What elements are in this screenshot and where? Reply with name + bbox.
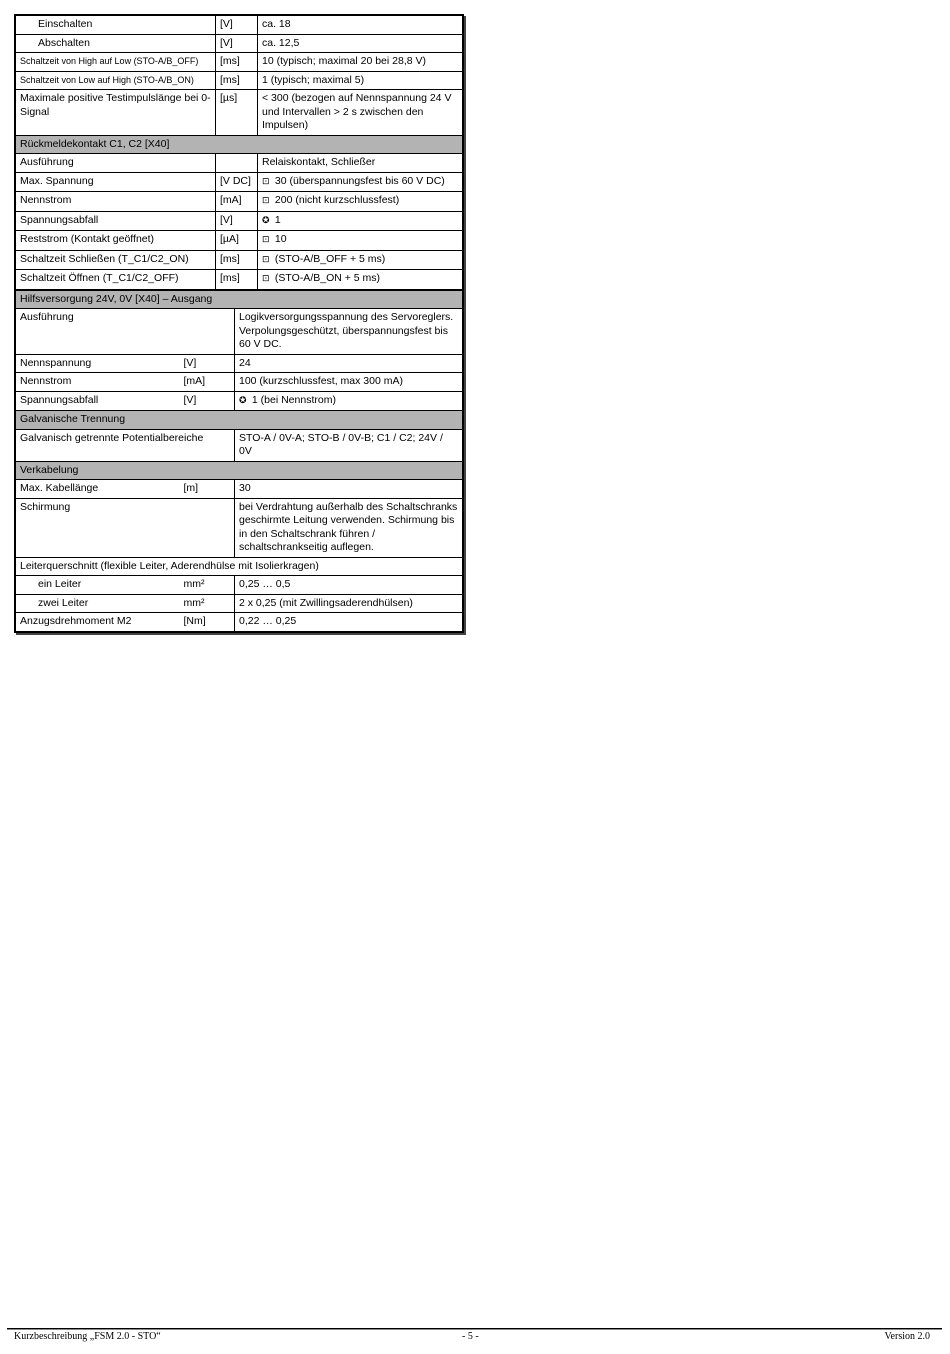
table-row — [16, 231, 463, 251]
row-label: zwei Leiter — [16, 594, 180, 613]
row-unit: [m] — [180, 480, 235, 499]
max-symbol-icon: ⊡ — [262, 196, 270, 206]
row-label: Einschalten — [16, 16, 216, 35]
row-value: Logikversorgungsspannung des Servoreglers. Verpolungsgeschützt, überspannungsfest bis 60 V DC. — [235, 309, 463, 355]
row-unit: [mA] — [216, 192, 258, 212]
row-label: Nennstrom — [16, 192, 216, 212]
row-unit: [V] — [216, 16, 258, 35]
row-label: Max. Kabellänge — [16, 480, 180, 499]
row-label: Maximale positive Testimpulslänge bei 0-Signal — [16, 90, 216, 136]
table-row — [16, 53, 463, 72]
row-value — [258, 231, 463, 251]
row-value — [258, 250, 463, 270]
row-unit: [µs] — [216, 90, 258, 136]
section-header-row — [16, 290, 463, 309]
table-row — [16, 192, 463, 212]
row-unit: [mA] — [180, 373, 235, 392]
row-value — [258, 211, 463, 231]
table-row — [16, 354, 463, 373]
row-label: Schirmung — [16, 498, 235, 557]
table-row — [16, 90, 463, 136]
row-value-text: 30 (überspannungsfest bis 60 V DC) — [274, 174, 445, 187]
row-value-text: 1 — [274, 213, 281, 226]
row-label: Schaltzeit von Low auf High (STO-A/B_ON) — [16, 71, 216, 90]
table-row — [16, 429, 463, 461]
table-row — [16, 557, 463, 576]
row-unit: [ms] — [216, 250, 258, 270]
table-row — [16, 498, 463, 557]
row-value: 2 x 0,25 (mit Zwillingsaderendhülsen) — [235, 594, 463, 613]
row-value: STO-A / 0V-A; STO-B / 0V-B; C1 / C2; 24V / 0V — [235, 429, 463, 461]
row-unit: [V] — [216, 211, 258, 231]
row-value: 100 (kurzschlussfest, max 300 mA) — [235, 373, 463, 392]
row-value: 24 — [235, 354, 463, 373]
row-value — [258, 192, 463, 212]
row-value-text: (STO-A/B_ON + 5 ms) — [274, 272, 381, 284]
row-label: Schaltzeit Schließen (T_C1/C2_ON) — [16, 250, 216, 270]
table-row — [16, 391, 463, 411]
row-value-text: (STO-A/B_OFF + 5 ms) — [274, 252, 386, 265]
table-row — [16, 34, 463, 53]
row-unit: [ms] — [216, 71, 258, 90]
row-value: ca. 12,5 — [258, 34, 463, 53]
table-row — [16, 270, 463, 290]
row-value: ca. 18 — [258, 16, 463, 35]
row-unit: [V] — [216, 34, 258, 53]
row-label: Schaltzeit von High auf Low (STO-A/B_OFF) — [16, 53, 216, 72]
table-row — [16, 250, 463, 270]
footer-page-number: - 5 - — [462, 1331, 479, 1342]
row-unit: [V] — [180, 354, 235, 373]
row-label: Nennspannung — [16, 354, 180, 373]
row-value: 1 (typisch; maximal 5) — [258, 71, 463, 90]
table-row — [16, 172, 463, 192]
row-unit: [Nm] — [180, 613, 235, 632]
approx-symbol-icon: ✪ — [262, 215, 270, 226]
row-unit: [ms] — [216, 53, 258, 72]
row-label: Nennstrom — [16, 373, 180, 392]
row-unit: [V DC] — [216, 172, 258, 192]
footer-divider — [7, 1328, 942, 1329]
footer-document-title: Kurzbeschreibung „FSM 2.0 - STO“ — [14, 1331, 161, 1342]
row-value: bei Verdrahtung außerhalb des Schaltschranks geschirmte Leitung verwenden. Schirmung bis in den Schaltschrank führen / schaltschrankseitig auflegen. — [235, 498, 463, 557]
row-label: Ausführung — [16, 309, 235, 355]
row-label: Ausführung — [16, 154, 216, 173]
row-unit: mm² — [180, 576, 235, 595]
row-value-text: 10 — [274, 233, 287, 245]
table-row — [16, 373, 463, 392]
max-symbol-icon: ⊡ — [262, 176, 270, 187]
conductor-header: Leiterquerschnitt (flexible Leiter, Aderendhülse mit Isolierkragen) — [16, 557, 463, 576]
row-label: Abschalten — [16, 34, 216, 53]
section-header-row — [16, 135, 463, 154]
row-unit: [V] — [180, 391, 235, 411]
technical-data-table — [14, 14, 464, 633]
table-row — [16, 594, 463, 613]
approx-symbol-icon: ✪ — [239, 395, 247, 406]
max-symbol-icon: ⊡ — [262, 235, 270, 245]
table-row — [16, 211, 463, 231]
row-value: 10 (typisch; maximal 20 bei 28,8 V) — [258, 53, 463, 72]
row-unit: [µA] — [216, 231, 258, 251]
row-value: 0,22 … 0,25 — [235, 613, 463, 632]
row-unit: [ms] — [216, 270, 258, 290]
row-value-text: 200 (nicht kurzschlussfest) — [274, 194, 400, 206]
row-value — [258, 172, 463, 192]
table-row — [16, 480, 463, 499]
row-value: < 300 (bezogen auf Nennspannung 24 V und Intervallen > 2 s zwischen den Impulsen) — [258, 90, 463, 136]
table-row — [16, 309, 463, 355]
footer-version: Version 2.0 — [884, 1331, 930, 1342]
row-unit: mm² — [180, 594, 235, 613]
table-row — [16, 71, 463, 90]
row-unit — [216, 154, 258, 173]
row-label: Galvanisch getrennte Potentialbereiche — [16, 429, 235, 461]
section-header: Verkabelung — [16, 461, 463, 480]
max-symbol-icon: ⊡ — [262, 274, 270, 284]
row-label: ein Leiter — [16, 576, 180, 595]
section-header: Hilfsversorgung 24V, 0V [X40] – Ausgang — [16, 290, 463, 309]
max-symbol-icon: ⊡ — [262, 254, 270, 265]
row-label: Anzugsdrehmoment M2 — [16, 613, 180, 632]
section-header: Galvanische Trennung — [16, 411, 463, 430]
row-value: Relaiskontakt, Schließer — [258, 154, 463, 173]
row-value — [235, 391, 463, 411]
section-header-row — [16, 461, 463, 480]
row-label: Spannungsabfall — [16, 391, 180, 411]
row-value: 0,25 … 0,5 — [235, 576, 463, 595]
row-label: Reststrom (Kontakt geöffnet) — [16, 231, 216, 251]
row-value — [258, 270, 463, 290]
row-value-text: 1 (bei Nennstrom) — [251, 393, 336, 406]
section-header-row — [16, 411, 463, 430]
table-row — [16, 154, 463, 173]
section-header: Rückmeldekontakt C1, C2 [X40] — [16, 135, 463, 154]
table-row — [16, 613, 463, 632]
row-value: 30 — [235, 480, 463, 499]
row-label: Spannungsabfall — [16, 211, 216, 231]
row-label: Max. Spannung — [16, 172, 216, 192]
table-row — [16, 16, 463, 35]
row-label: Schaltzeit Öffnen (T_C1/C2_OFF) — [16, 270, 216, 290]
table-row — [16, 576, 463, 595]
